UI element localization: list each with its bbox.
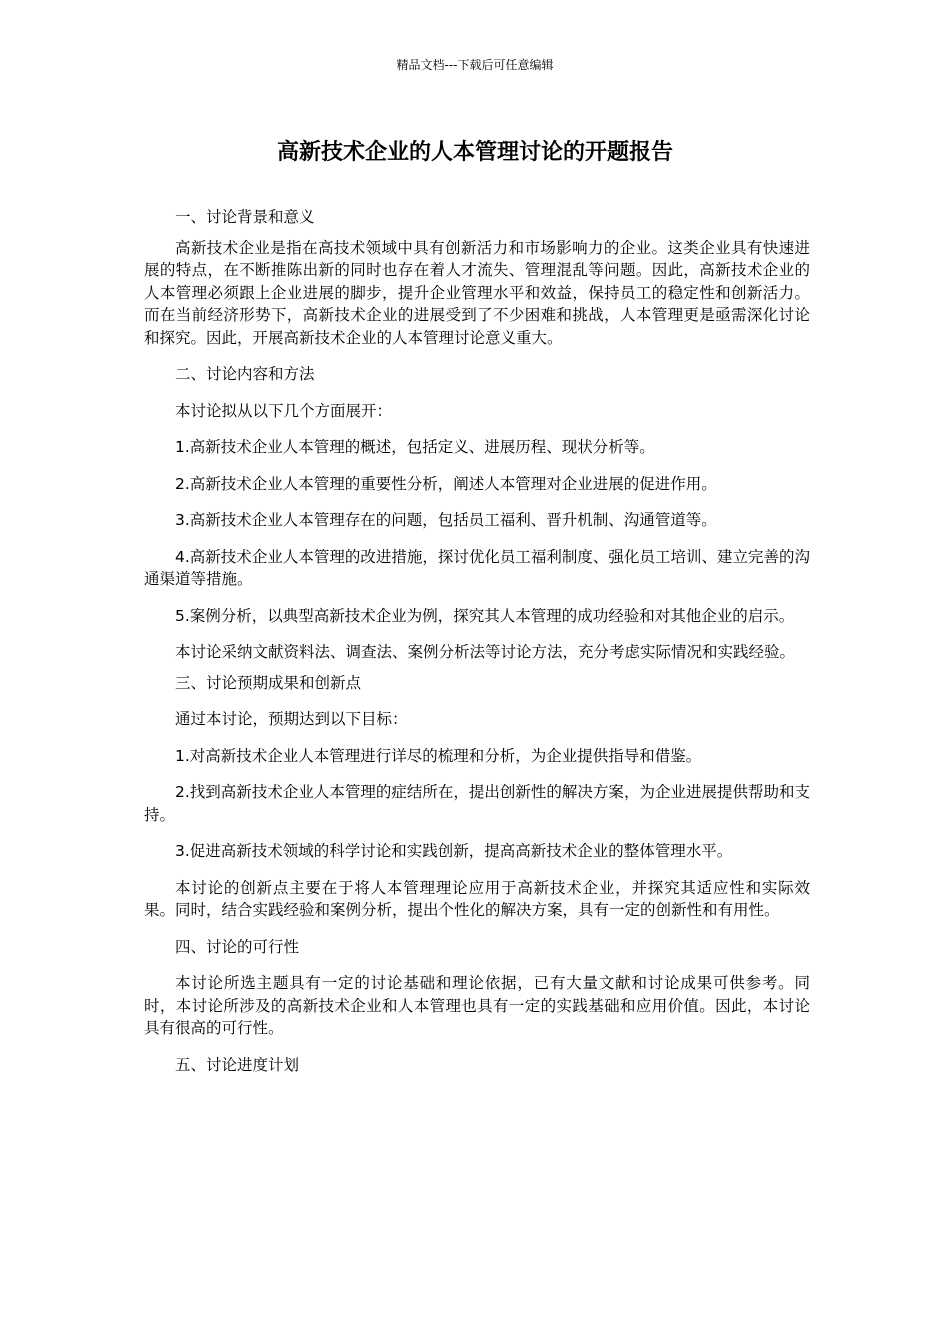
section-heading-5: 五、讨论进度计划 bbox=[175, 1055, 300, 1074]
paragraph-innovation: 本讨论的创新点主要在于将人本管理理论应用于高新技术企业，并探究其适应性和实际效果。同时，结合实践经验和案例分析，提出个性化的解决方案，具有一定的创新性和有用性。 bbox=[144, 878, 810, 919]
document-title: 高新技术企业的人本管理讨论的开题报告 bbox=[276, 140, 673, 165]
section-heading-3: 三、讨论预期成果和创新点 bbox=[175, 673, 362, 692]
paragraph-feasibility: 本讨论所选主题具有一定的讨论基础和理论依据，已有大量文献和讨论成果可供参考。同时，本讨论所涉及的高新技术企业和人本管理也具有一定的实践基础和应用价值。因此，本讨论具有很高的可行性。 bbox=[144, 974, 810, 1037]
list-item-content-1: 1.高新技术企业人本管理的概述，包括定义、进展历程、现状分析等。 bbox=[175, 438, 655, 456]
list-item-goal-2: 2.找到高新技术企业人本管理的症结所在，提出创新性的解决方案，为企业进展提供帮助和支持。 bbox=[144, 783, 810, 824]
list-item-goal-3: 3.促进高新技术领域的科学讨论和实践创新，提高高新技术企业的整体管理水平。 bbox=[175, 842, 733, 860]
list-item-content-3: 3.高新技术企业人本管理存在的问题，包括员工福利、晋升机制、沟通管道等。 bbox=[175, 511, 717, 529]
paragraph-goals-intro: 通过本讨论，预期达到以下目标： bbox=[175, 710, 408, 728]
list-item-content-2: 2.高新技术企业人本管理的重要性分析，阐述人本管理对企业进展的促进作用。 bbox=[175, 474, 717, 493]
paragraph-methods: 本讨论采纳文献资料法、调查法、案例分析法等讨论方法，充分考虑实际情况和实践经验。 bbox=[175, 643, 796, 661]
list-item-goal-1: 1.对高新技术企业人本管理进行详尽的梳理和分析，为企业提供指导和借鉴。 bbox=[175, 746, 702, 765]
section-heading-2: 二、讨论内容和方法 bbox=[175, 365, 315, 383]
section-heading-1: 一、讨论背景和意义 bbox=[175, 208, 315, 226]
section-heading-4: 四、讨论的可行性 bbox=[175, 937, 300, 956]
list-item-content-4: 4.高新技术企业人本管理的改进措施，探讨优化员工福利制度、强化员工培训、建立完善的沟通渠道等措施。 bbox=[144, 547, 810, 588]
paragraph-background: 高新技术企业是指在高技术领域中具有创新活力和市场影响力的企业。这类企业具有快速进展的特点，在不断推陈出新的同时也存在着人才流失、管理混乱等问题。因此，高新技术企业的人本管理必须跟上企业进展的脚步，提升企业管理水平和效益，保持员工的稳定性和创新活力。而在当前经济形势下，高新技术企业的进展受到了不少困难和挑战，人本管理更是亟需深化讨论和探究。因此，开展高新技术企业的人本管理讨论意义重大。 bbox=[144, 238, 810, 347]
list-item-content-5: 5.案例分析，以典型高新技术企业为例，探究其人本管理的成功经验和对其他企业的启示。 bbox=[175, 606, 795, 625]
document-body bbox=[144, 206, 810, 1076]
header-note: 精品文档---下载后可任意编辑 bbox=[396, 58, 554, 72]
paragraph-intro: 本讨论拟从以下几个方面展开： bbox=[175, 401, 393, 420]
